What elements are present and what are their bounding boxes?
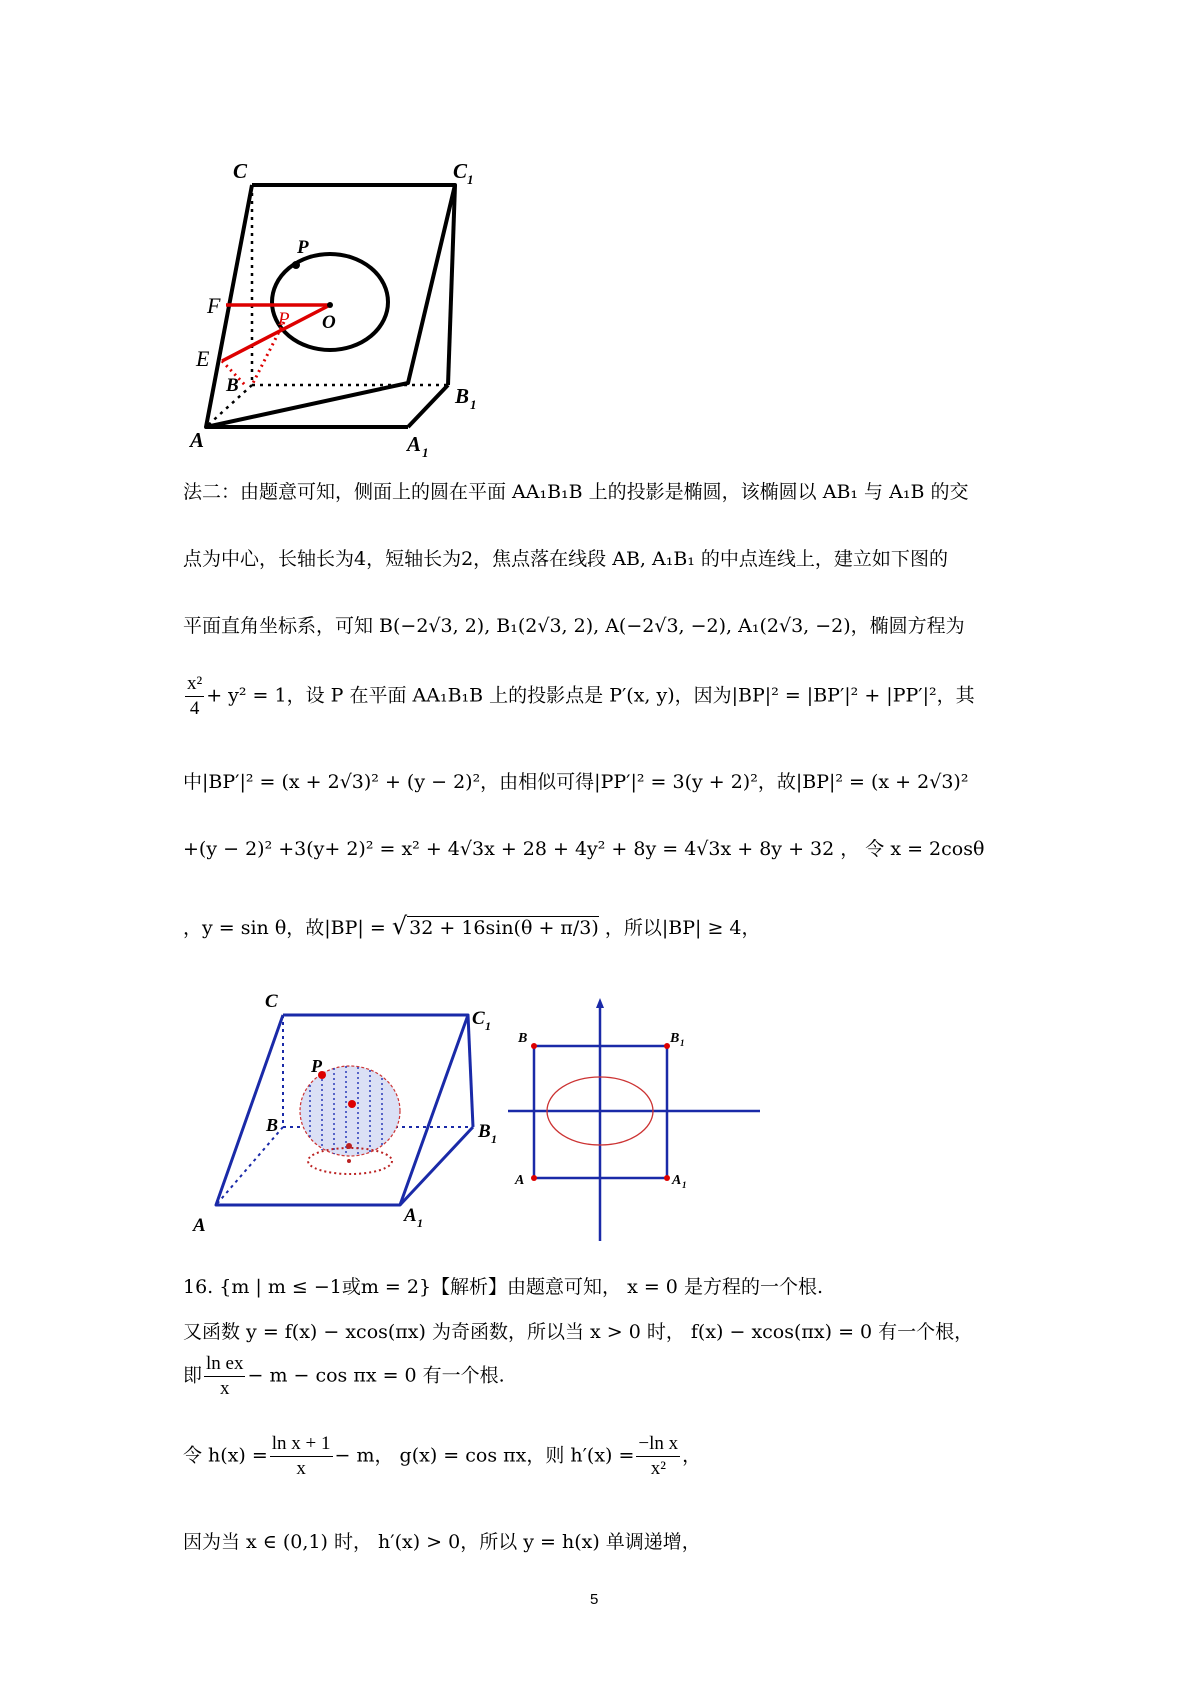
label-B1: B [478, 1121, 491, 1142]
label-A1: A [672, 1173, 682, 1188]
label-P: P [311, 1056, 322, 1076]
label-P: P [297, 237, 309, 258]
text-line-9: 又函数 y = f(x) − xcos(πx) 为奇函数，所以当 x > 0 时， f(x) − xcos(πx) = 0 有一个根， [183, 1321, 974, 1343]
label-C1: C [472, 1008, 485, 1029]
text-line-3: 平面直角坐标系，可知 B(−2√3, 2), B₁(2√3, 2), A(−2√3, −2), A₁(2√3, −2)，椭圆方程为 [183, 615, 965, 637]
svg-text:1: 1 [467, 172, 474, 187]
text-line-12: 因为当 x ∈ (0,1) 时， h′(x) > 0，所以 y = h(x) 单调递增， [183, 1531, 701, 1553]
label-A1: A [407, 432, 422, 456]
svg-text:1: 1 [470, 397, 477, 412]
label-E: E [196, 346, 210, 371]
text-line-2: 点为中心，长轴长为4，短轴长为2，焦点落在线段 AB, A₁B₁ 的中点连线上，建立如下图的 [183, 548, 948, 570]
label-O: O [322, 312, 336, 333]
text-line-8: 16. {m | m ≤ −1或m = 2}【解析】由题意可知， x = 0 是方程的一个根. [183, 1276, 823, 1298]
svg-text:1: 1 [680, 1038, 685, 1048]
label-A1: A [404, 1205, 417, 1226]
text-line-5: 中|BP′|² = (x + 2√3)² + (y − 2)²，由相似可得|PP′|² = 3(y + 2)²，故|BP|² = (x + 2√3)² [183, 771, 969, 793]
label-C1: C [453, 159, 468, 183]
label-B1: B [455, 384, 470, 408]
label-F: F [207, 293, 221, 318]
svg-text:1: 1 [417, 1216, 423, 1230]
text-line-11: 令 h(x) = $\frac{\text{ln x + 1}}{x}$ − m， g(x) = cos πx，则 h′(x) = $\frac{\text{−ln x}}{\text{x²}}$ ， [183, 1433, 702, 1479]
text-line-4: $\frac{\text{x²}}{4}$ + y² = 1，设 P 在平面 AA₁B₁B 上的投影点是 P′(x, y)，因为|BP|² = |BP′|² + |PP′|²，其 [187, 673, 975, 719]
svg-text:1: 1 [682, 1180, 687, 1190]
label-A: A [193, 1215, 206, 1236]
label-B: B [266, 1115, 279, 1135]
svg-text:1: 1 [485, 1019, 491, 1033]
label-C: C [233, 159, 248, 183]
label-A: A [190, 428, 205, 452]
text-line-7: ，y = sin θ，故|BP| = √ 32 + 16sin(θ + π/3) ，所以|BP| ≥ 4， [183, 912, 761, 940]
text-line-10: 即 $\frac{\text{ln ex}}{x}$ − m − cos πx = 0 有一个根. [183, 1353, 505, 1399]
label-C: C [265, 991, 278, 1012]
label-B1: B [670, 1031, 680, 1046]
label-A: A [515, 1173, 525, 1188]
svg-text:1: 1 [491, 1132, 497, 1146]
text-line-1: 法二：由题意可知，侧面上的圆在平面 AA₁B₁B 上的投影是椭圆，该椭圆以 AB₁ 与 A₁B 的交 [183, 481, 969, 503]
label-B: B [226, 375, 239, 396]
label-B: B [518, 1031, 528, 1046]
svg-text:1: 1 [422, 445, 429, 460]
page-number: 5 [590, 1591, 599, 1608]
text-line-6: +(y − 2)² +3(y+ 2)² = x² + 4√3x + 28 + 4y² + 8y = 4√3x + 8y + 32 ， 令 x = 2cosθ [183, 838, 985, 860]
label-P-projection: P [278, 309, 290, 330]
